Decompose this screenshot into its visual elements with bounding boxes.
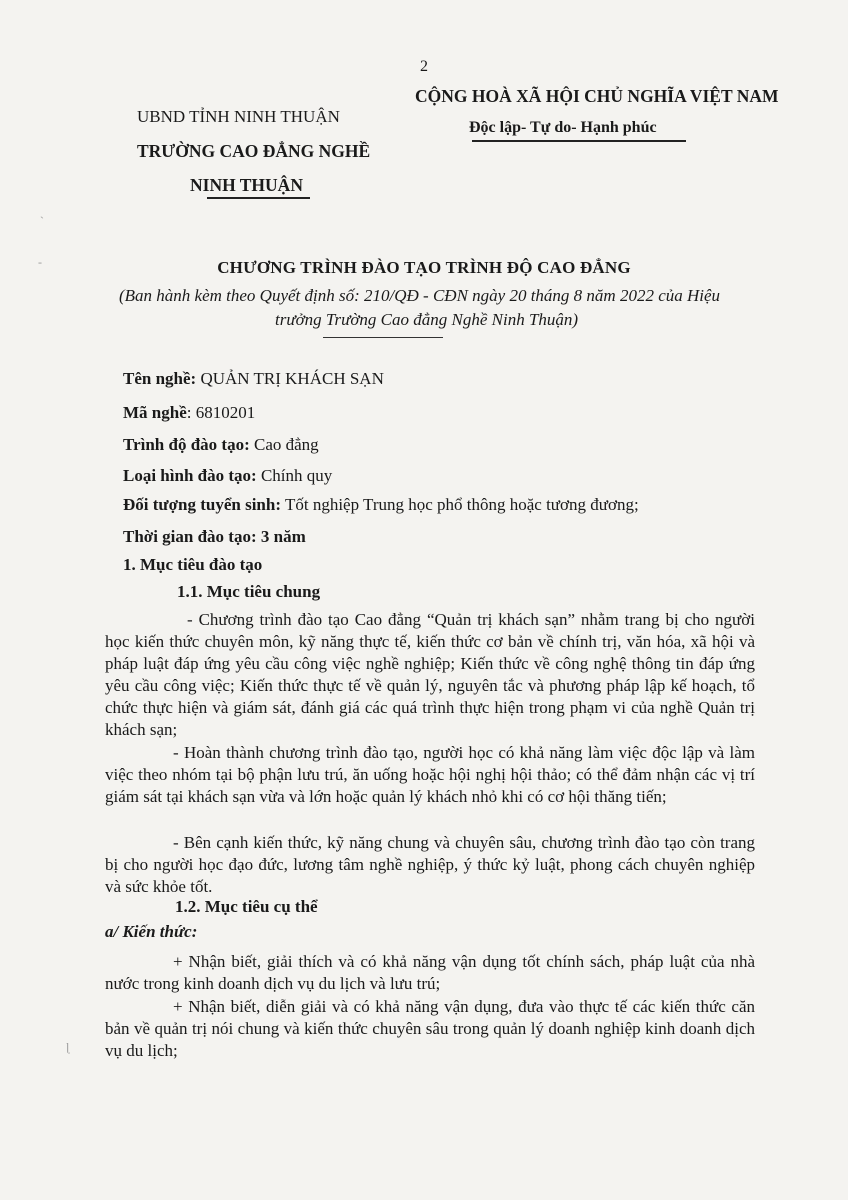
subtitle-line1: (Ban hành kèm theo Quyết định số: 210/QĐ - CĐN ngày 20 tháng 8 năm 2022 của Hiệu: [119, 286, 721, 305]
paragraph-general-2: - Hoàn thành chương trình đào tạo, người học có khả năng làm việc độc lập và làm việc theo nhóm tại bộ phận lưu trú, ăn uống hoặc hội nghị hội thảo; có thể đảm nhận các vị trí giám sát tại khách sạn vừa và lớn hoặc quản lý khách nhỏ khi có cơ hội thăng tiến;: [105, 743, 755, 806]
scan-mark: -: [38, 255, 42, 269]
training-type-value: Chính quy: [256, 466, 333, 485]
profession-name-value: QUẢN TRỊ KHÁCH SẠN: [200, 369, 384, 388]
profession-code-value: : 6810201: [186, 403, 256, 422]
paragraph-general-1: - Chương trình đào tạo Cao đẳng “Quản trị khách sạn” nhằm trang bị cho người học kiến thức chuyên môn, kỹ năng thực tế, kiến thức cơ bản về chính trị, văn hóa, xã hội và pháp luật đáp ứng yêu cầu công việc nghề nghiệp; Kiến thức về công nghệ thông tin đáp ứng yêu cầu công việc; Kiến thức thực tế về quản lý, nguyên tắc và phương pháp lập kế hoạch, tổ chức thực hiện và giám sát, đánh giá các quá trình thực hiện trong phạm vi của nghề Quản trị khách sạn;: [105, 610, 755, 739]
school-name-line1: TRƯỜNG CAO ĐẲNG NGHỀ: [137, 141, 371, 161]
section-specific-objectives: 1.2. Mục tiêu cụ thể: [175, 897, 318, 916]
school-name-line2: NINH THUẬN: [190, 175, 303, 195]
profession-name-row: [123, 369, 384, 389]
page-number: 2: [420, 58, 428, 75]
paragraph-knowledge-2: + Nhận biết, diễn giải và có khả năng vận dụng, đưa vào thực tế các kiến thức căn bản về quản trị nói chung và kiến thức chuyên sâu trong quản lý doanh nghiệp kinh doanh dịch vụ du lịch;: [105, 997, 755, 1060]
section-training-objectives: 1. Mục tiêu đào tạo: [123, 555, 263, 574]
training-type-label: Loại hình đào tạo:: [123, 466, 257, 485]
subtitle-underline: [323, 337, 443, 338]
enrollment-target-label: Đối tượng tuyển sinh:: [123, 495, 282, 514]
scan-mark: ˏ: [40, 205, 44, 219]
enrollment-target-row: [123, 495, 639, 515]
profession-code-row: [123, 403, 255, 423]
profession-name-label: Tên nghề:: [123, 369, 197, 388]
training-level-row: [123, 435, 319, 455]
right-header-underline: [472, 140, 686, 142]
training-level-value: Cao đẳng: [249, 435, 319, 454]
enrollment-target-value: Tốt nghiệp Trung học phổ thông hoặc tương đương;: [281, 495, 639, 514]
document-title: CHƯƠNG TRÌNH ĐÀO TẠO TRÌNH ĐỘ CAO ĐẲNG: [217, 258, 631, 277]
training-duration-row: [123, 527, 306, 547]
subtitle-line2: trưởng Trường Cao đẳng Nghề Ninh Thuận): [275, 310, 579, 329]
training-type-row: [123, 466, 332, 486]
training-level-label: Trình độ đào tạo:: [123, 435, 250, 454]
national-motto: Độc lập- Tự do- Hạnh phúc: [469, 119, 657, 136]
paragraph-general-3: - Bên cạnh kiến thức, kỹ năng chung và chuyên sâu, chương trình đào tạo còn trang bị cho người học đạo đức, lương tâm nghề nghiệp, ý thức kỷ luật, phong cách chuyên nghiệp và sức khỏe tốt.: [105, 833, 755, 896]
left-header-underline: [207, 197, 310, 199]
training-duration: Thời gian đào tạo: 3 năm: [123, 527, 306, 546]
profession-code-label: Mã nghề: [123, 403, 187, 422]
issuing-authority: UBND TỈNH NINH THUẬN: [137, 107, 340, 126]
scan-mark: ɭ: [66, 1040, 70, 1054]
national-title: CỘNG HOÀ XÃ HỘI CHỦ NGHĨA VIỆT NAM: [415, 86, 779, 106]
paragraph-knowledge-1: + Nhận biết, giải thích và có khả năng vận dụng tốt chính sách, pháp luật của nhà nước trong kinh doanh dịch vụ du lịch và lưu trú;: [105, 952, 755, 993]
subsection-knowledge: a/ Kiến thức:: [105, 922, 198, 941]
section-general-objectives: 1.1. Mục tiêu chung: [177, 582, 321, 601]
